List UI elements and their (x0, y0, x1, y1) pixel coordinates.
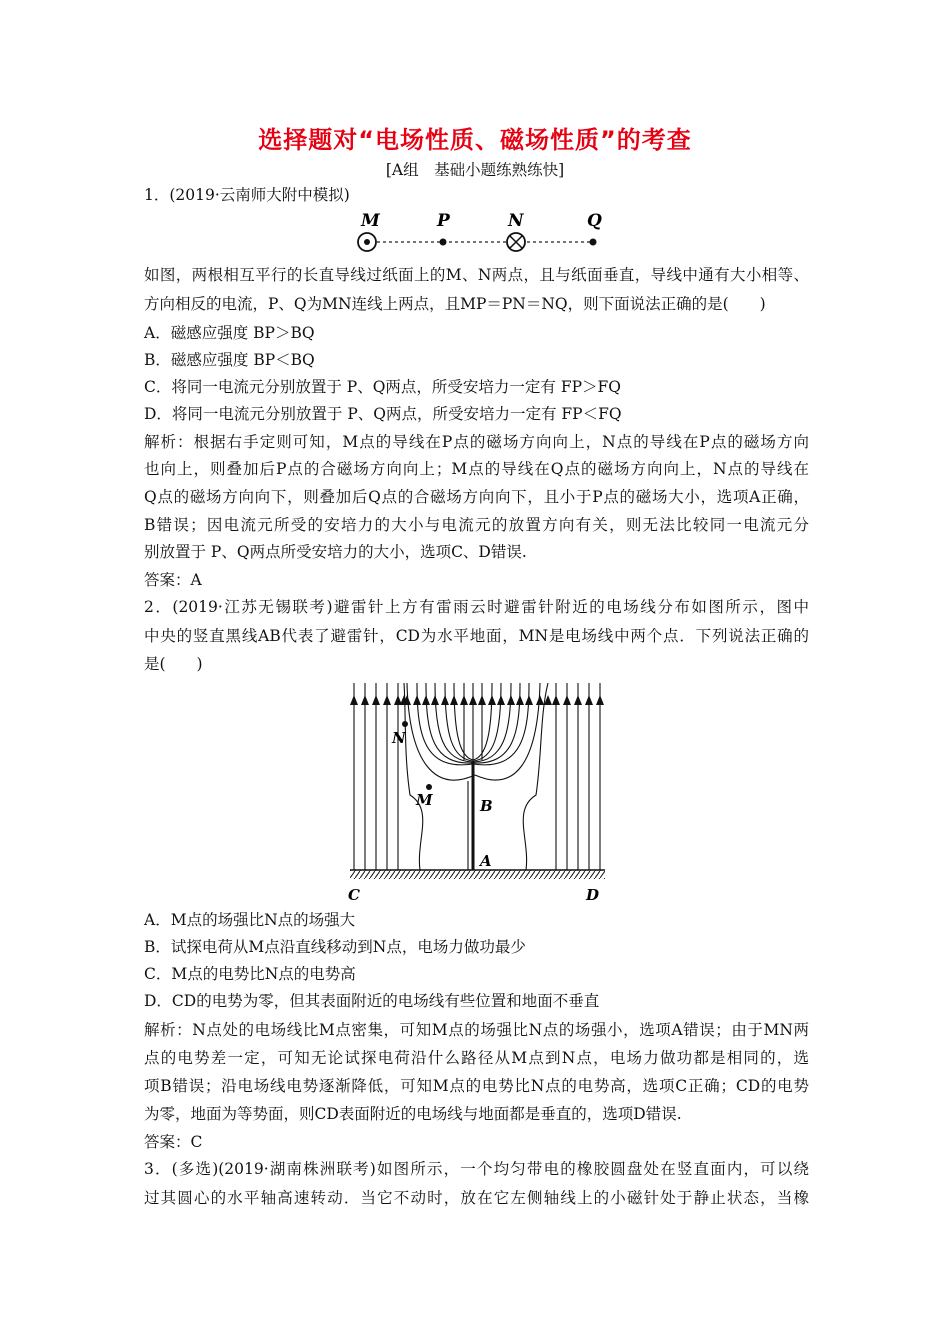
q3-stem-line-1: 3．(多选)(2019·湖南株洲联考)如图所示，一个均匀带电的橡胶圆盘处在竖直面内，可以绕 (144, 1160, 809, 1178)
label-B: B (480, 797, 493, 815)
q2-option-b: B．试探电荷从M点沿直线移动到N点，电场力做功最少 (144, 938, 526, 956)
lightning-rod-field-figure (340, 675, 610, 905)
q1-analysis-line-4: B错误；因电流元所受的安培力的大小与电流元的放置方向有关，则无法比较同一电流元分 (144, 516, 809, 534)
q2-stem-line-2: 中央的竖直黑线AB代表了避雷针，CD为水平地面，MN是电场线中两个点．下列说法正确的 (144, 627, 809, 645)
point-P (440, 239, 447, 246)
curved-field-lines (404, 683, 548, 870)
label-N: N (392, 729, 406, 747)
q1-answer: 答案：A (144, 571, 202, 589)
q1-stem-line-2: 方向相反的电流，P、Q为MN连线上两点，且MP＝PN＝NQ，则下面说法正确的是( ) (144, 295, 766, 313)
q1-option-b: B．磁感应强度 BP＜BQ (144, 351, 315, 369)
q2-analysis-line-2: 点的电势差一定，可知无论试探电荷沿什么路径从M点到N点，电场力做功都是相同的，选 (144, 1049, 809, 1067)
q2-option-c: C．M点的电势比N点的电势高 (144, 965, 356, 983)
q3-stem-line-2: 过其圆心的水平轴高速转动．当它不动时，放在它左侧轴线上的小磁针处于静止状态，当橡 (144, 1189, 809, 1207)
q1-analysis-line-3: Q点的磁场方向向下，则叠加后Q点的合磁场方向向下，且小于P点的磁场大小，选项A正确， (144, 488, 809, 506)
q2-option-a: A．M点的场强比N点的场强大 (144, 911, 356, 929)
q2-stem-line-3: 是( ) (144, 655, 203, 673)
point-Q (590, 239, 597, 246)
page-title: 选择题对“电场性质、磁场性质”的考查 (258, 126, 692, 154)
q1-option-d: D．将同一电流元分别放置于 P、Q两点，所受安培力一定有 FP＜FQ (144, 405, 622, 423)
point-M (426, 784, 432, 790)
q1-stem-line-1: 如图，两根相互平行的长直导线过纸面上的M、N两点，且与纸面垂直，导线中通有大小相等、 (144, 266, 809, 284)
label-N: N (508, 211, 524, 231)
label-P: P (437, 211, 450, 231)
ground-hatching (350, 870, 605, 879)
straight-field-lines (354, 683, 600, 870)
label-D: D (586, 886, 600, 904)
label-M: M (361, 211, 380, 231)
section-subtitle: [A组 基础小题练熟练快] (385, 161, 565, 179)
label-Q: Q (587, 211, 602, 231)
q1-option-c: C．将同一电流元分别放置于 P、Q两点，所受安培力一定有 FP＞FQ (144, 378, 621, 396)
q1-analysis-line-5: 别放置于 P、Q两点所受安培力的大小，选项C、D错误. (144, 543, 527, 561)
q2-analysis-line-3: 项B错误；沿电场线电势逐渐降低，可知M点的电势比N点的电势高，选项C正确；CD的电势 (144, 1077, 809, 1095)
point-N (402, 721, 408, 727)
q2-analysis-line-1: 解析：N点处的电场线比M点密集，可知M点的场强比N点的场强小，选项A错误；由于MN两 (144, 1021, 809, 1039)
q1-analysis-line-1: 解析：根据右手定则可知，M点的导线在P点的磁场方向向上，N点的导线在P点的磁场方向 (144, 433, 809, 451)
q1-header: 1．(2019·云南师大附中模拟) (144, 186, 350, 204)
label-C: C (348, 886, 360, 904)
label-A: A (480, 852, 492, 870)
q1-wire-figure (340, 206, 620, 256)
q1-analysis-line-2: 也向上，则叠加后P点的合磁场方向向上；M点的导线在Q点的磁场方向向上，N点的导线在 (144, 460, 809, 478)
q2-stem-line-1: 2．(2019·江苏无锡联考)避雷针上方有雷雨云时避雷针附近的电场线分布如图所示，图中 (144, 598, 809, 616)
q2-analysis-line-4: 为零，地面为等势面，则CD表面附近的电场线与地面都是垂直的，选项D错误. (144, 1105, 682, 1123)
q1-option-a: A．磁感应强度 BP＞BQ (144, 324, 315, 342)
q2-answer: 答案：C (144, 1133, 203, 1151)
q2-option-d: D．CD的电势为零，但其表面附近的电场线有些位置和地面不垂直 (144, 992, 600, 1010)
field-line-arrows (350, 695, 604, 705)
label-M: M (416, 791, 433, 809)
current-out-dot (364, 239, 370, 245)
